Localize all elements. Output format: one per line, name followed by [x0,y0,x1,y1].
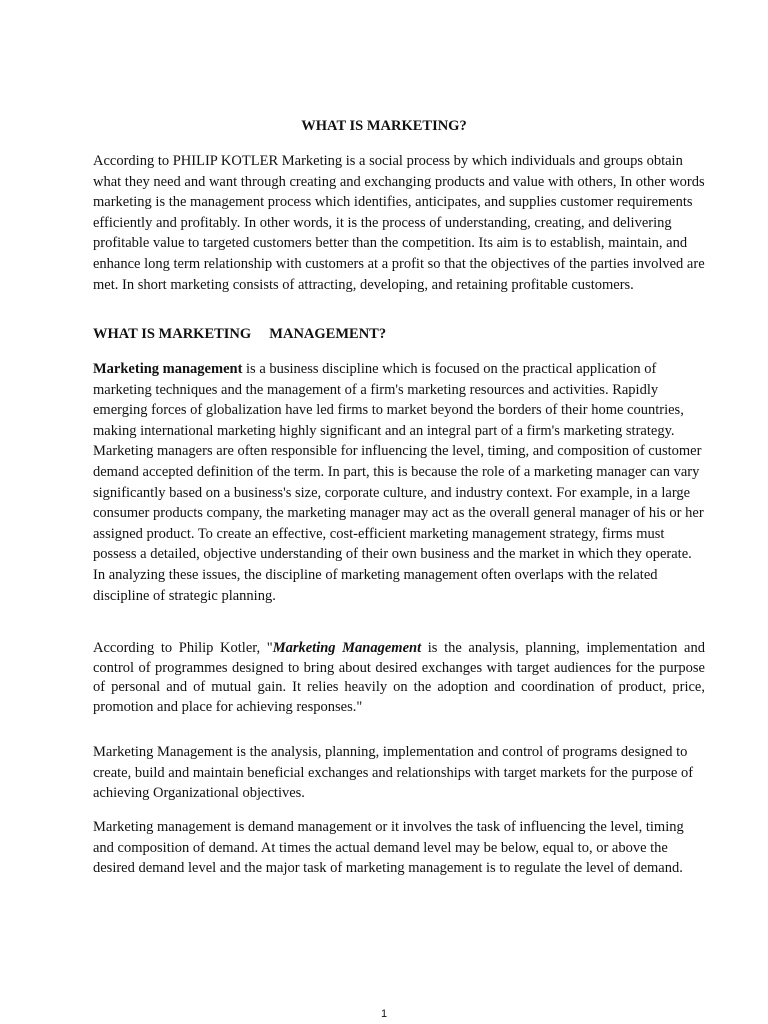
intro-paragraph: According to PHILIP KOTLER Marketing is a social process by which individuals and groups obtain what they need and want through creating and exchanging products and value with others, In other words marketing is the management process which identifies, anticipates, and supplies customer requirements efficiently and profitably. In other words, it is the process of understanding, creating, and delivering profitable value to targeted customers better than the competition. Its aim is to establish, maintain, and enhance long term relationship with customers at a profit so that the objectives of the parties involved are met. In short marketing consists of attracting, developing, and retaining profitable customers. [93,153,705,293]
section-heading: WHAT IS MARKETING MANAGEMENT? [93,326,387,342]
quote-body: is the analysis, planning, implementation and control of programmes designed to bring about desired exchanges with target audiences for the purpose of personal and of mutual gain. It relies heavily on the adoption and coordination of product, price, promotion and place for achieving responses." [93,640,705,715]
kotler-quote-paragraph [93,639,705,717]
page-title: WHAT IS MARKETING? [301,118,467,134]
quote-emphasis: Marketing Management [272,640,422,656]
quote-prefix: According to Philip Kotler, " [93,640,273,656]
page-number: 1 [380,1008,388,1020]
bold-lead-term: Marketing management [93,361,243,377]
definition-paragraph: Marketing Management is the analysis, planning, implementation and control of programs designed to create, build and maintain beneficial exchanges and relationships with target markets for the purpose of achieving Organizational objectives. [93,744,694,802]
demand-paragraph: Marketing management is demand management or it involves the task of influencing the level, timing and composition of demand. At times the actual demand level may be below, equal to, or above the desired demand level and the major task of marketing management is to regulate the level of demand. [93,819,684,877]
paragraph-body: is a business discipline which is focused on the practical application of marketing techniques and the management of a firm's marketing resources and activities. Rapidly emerging forces of globalization have led firms to market beyond the borders of their home countries, making international marketing highly significant and an integral part of a firm's marketing strategy. Marketing managers are often responsible for influencing the level, timing, and composition of customer demand accepted definition of the term. In part, this is because the role of a marketing manager can vary significantly based on a business's size, corporate culture, and industry context. For example, in a large consumer products company, the marketing manager may act as the overall general manager of his or her assigned product. To create an effective, cost-efficient marketing management strategy, firms must possess a detailed, objective understanding of their own business and the market in which they operate. In analyzing these issues, the discipline of marketing management often overlaps with the related discipline of strategic planning. [93,361,704,604]
marketing-management-paragraph [93,359,705,606]
